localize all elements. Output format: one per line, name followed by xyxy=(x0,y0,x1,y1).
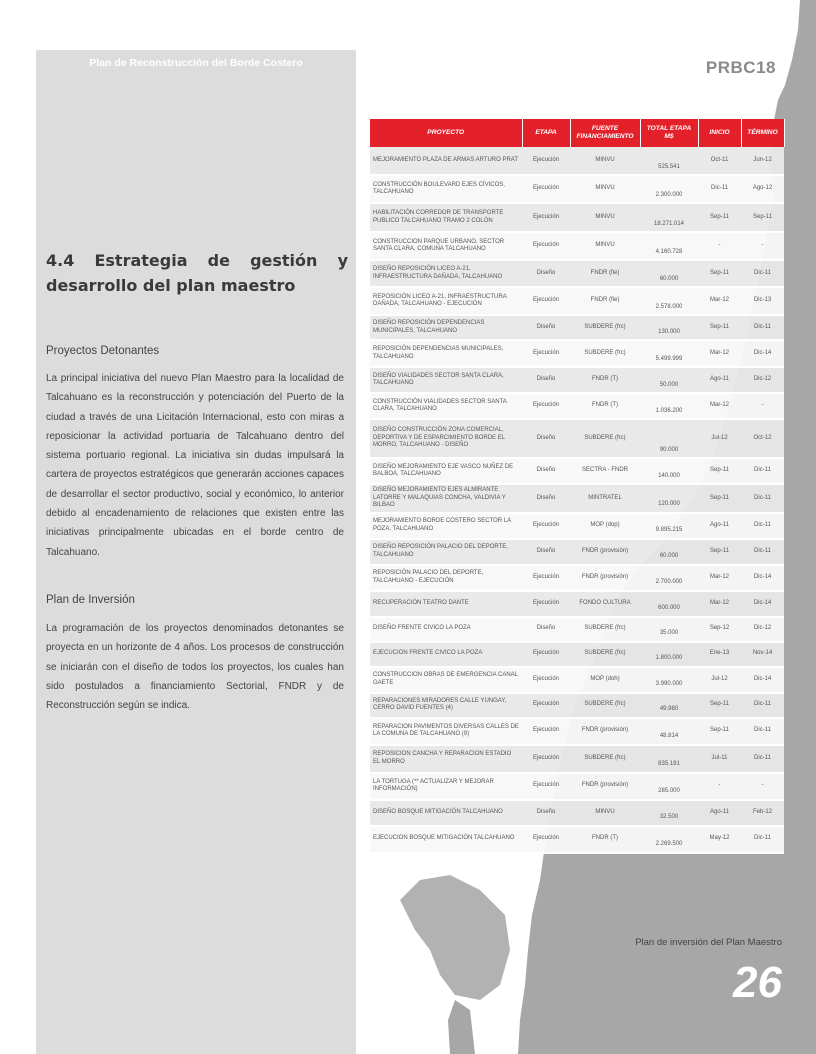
cell-fuente: SUBDERE (frc) xyxy=(570,315,640,340)
cell-proyecto: REPOSICION CANCHA Y REPARACION ESTADIO EL MORRO xyxy=(370,745,522,773)
cell-proyecto: MEJORAMIENTO BORDE COSTERO SECTOR LA POZA, TALCAHUANO xyxy=(370,513,522,539)
cell-inicio: Sep-11 xyxy=(698,203,741,232)
table-body xyxy=(370,147,784,853)
cell-total: 3.990.000 xyxy=(640,667,698,693)
cell-inicio: - xyxy=(698,232,741,260)
cell-proyecto: CONSTRUCCION OBRAS DE EMERGENCIA CANAL GAETE xyxy=(370,667,522,693)
cell-etapa: Ejecución xyxy=(522,175,570,203)
header-total: TOTAL ETAPA M$ xyxy=(640,119,698,147)
cell-total: 285.000 xyxy=(640,773,698,800)
table-row xyxy=(370,513,784,539)
cell-total: 49.980 xyxy=(640,693,698,718)
cell-inicio: Mar-12 xyxy=(698,393,741,419)
table-row xyxy=(370,826,784,853)
cell-proyecto: CONSTRUCCION PARQUE URBANO, SECTOR SANTA CLARA, COMUNA TALCAHUANO xyxy=(370,232,522,260)
cell-fuente: MINVU xyxy=(570,147,640,175)
cell-inicio: Mar-12 xyxy=(698,287,741,315)
cell-proyecto: CONSTRUCCIÓN VIALIDADES SECTOR SANTA CLARA, TALCAHUANO xyxy=(370,393,522,419)
cell-fuente: SUBDERE (frc) xyxy=(570,340,640,367)
cell-total: 2.700.000 xyxy=(640,565,698,591)
cell-etapa: Ejecución xyxy=(522,513,570,539)
cell-total: 90.000 xyxy=(640,419,698,458)
header-inicio: INICIO xyxy=(698,119,741,147)
table-row xyxy=(370,147,784,175)
table-row xyxy=(370,315,784,340)
table-row xyxy=(370,539,784,565)
cell-total: 18.271.014 xyxy=(640,203,698,232)
cell-termino: - xyxy=(741,232,784,260)
table-header-row xyxy=(370,119,784,147)
cell-termino: Dic-14 xyxy=(741,340,784,367)
cell-termino: Dic-11 xyxy=(741,693,784,718)
cell-etapa: Diseño xyxy=(522,484,570,513)
cell-fuente: FNDR (T) xyxy=(570,826,640,853)
table-row xyxy=(370,367,784,393)
cell-inicio: - xyxy=(698,773,741,800)
cell-etapa: Ejecución xyxy=(522,147,570,175)
cell-proyecto: REPOSICIÓN PALACIO DEL DEPORTE, TALCAHUANO - EJECUCIÓN xyxy=(370,565,522,591)
cell-fuente: FNDR (T) xyxy=(570,367,640,393)
cell-inicio: Mar-12 xyxy=(698,565,741,591)
cell-termino: Dic-11 xyxy=(741,718,784,745)
table-row xyxy=(370,591,784,617)
cell-etapa: Ejecución xyxy=(522,667,570,693)
cell-total: 1.800.000 xyxy=(640,642,698,667)
section-title-line-2: desarrollo del plan maestro xyxy=(46,276,296,295)
cell-proyecto: DISEÑO BOSQUE MITIGACIÓN TALCAHUANO xyxy=(370,800,522,826)
table-row xyxy=(370,175,784,203)
cell-total: 525.541 xyxy=(640,147,698,175)
cell-etapa: Ejecución xyxy=(522,745,570,773)
cell-inicio: Ene-13 xyxy=(698,642,741,667)
header-proyecto: PROYECTO xyxy=(370,119,522,147)
cell-total: 9.895.215 xyxy=(640,513,698,539)
cell-fuente: MOP (doh) xyxy=(570,667,640,693)
investment-table xyxy=(370,119,785,854)
table-row xyxy=(370,340,784,367)
cell-total: 2.269.500 xyxy=(640,826,698,853)
table-row xyxy=(370,232,784,260)
cell-proyecto: DISEÑO REPOSICIÓN DEPENDENCIAS MUNICIPALES, TALCAHUANO xyxy=(370,315,522,340)
cell-termino: Dic-11 xyxy=(741,315,784,340)
cell-termino: Dic-12 xyxy=(741,367,784,393)
cell-fuente: FNDR (fie) xyxy=(570,260,640,287)
cell-inicio: Sep-11 xyxy=(698,484,741,513)
table-row xyxy=(370,693,784,718)
cell-fuente: FNDR (provisión) xyxy=(570,718,640,745)
cell-etapa: Ejecución xyxy=(522,565,570,591)
cell-total: 140.000 xyxy=(640,458,698,484)
cell-inicio: Ago-11 xyxy=(698,800,741,826)
cell-termino: Oct-12 xyxy=(741,419,784,458)
cell-fuente: MINVU xyxy=(570,800,640,826)
cell-inicio: Ago-11 xyxy=(698,513,741,539)
cell-etapa: Ejecución xyxy=(522,287,570,315)
table-row xyxy=(370,565,784,591)
cell-termino: Jun-12 xyxy=(741,147,784,175)
cell-proyecto: DISEÑO REPOSICIÓN PALACIO DEL DEPORTE, TALCAHUANO xyxy=(370,539,522,565)
cell-total: 130.000 xyxy=(640,315,698,340)
cell-proyecto: RECUPERACIÓN TEATRO DANTE xyxy=(370,591,522,617)
cell-proyecto: EJECUCION BOSQUE MITIGACIÓN TALCAHUANO xyxy=(370,826,522,853)
cell-etapa: Ejecución xyxy=(522,693,570,718)
cell-etapa: Ejecución xyxy=(522,340,570,367)
cell-fuente: MINVU xyxy=(570,203,640,232)
cell-inicio: Ago-11 xyxy=(698,367,741,393)
cell-termino: Nov-14 xyxy=(741,642,784,667)
table-row xyxy=(370,287,784,315)
table-row xyxy=(370,458,784,484)
cell-termino: Ago-12 xyxy=(741,175,784,203)
cell-etapa: Diseño xyxy=(522,419,570,458)
table-row xyxy=(370,718,784,745)
cell-fuente: MINVU xyxy=(570,175,640,203)
cell-termino: Dic-14 xyxy=(741,591,784,617)
cell-total: 32.500 xyxy=(640,800,698,826)
table-row xyxy=(370,393,784,419)
cell-fuente: SUBDERE (frc) xyxy=(570,745,640,773)
cell-inicio: Mar-12 xyxy=(698,591,741,617)
cell-fuente: SUBDERE (frc) xyxy=(570,642,640,667)
cell-proyecto: DISEÑO MEJORAMIENTO EJES ALMIRANTE LATORRE Y MALAQUIAS CONCHA, VALDIVIA Y BILBAO xyxy=(370,484,522,513)
cell-etapa: Ejecución xyxy=(522,718,570,745)
table-row xyxy=(370,484,784,513)
cell-total: 50.000 xyxy=(640,367,698,393)
cell-etapa: Diseño xyxy=(522,367,570,393)
cell-fuente: SUBDERE (frc) xyxy=(570,617,640,642)
cell-proyecto: MEJORAMIENTO PLAZA DE ARMAS ARTURO PRAT xyxy=(370,147,522,175)
cell-proyecto: DISEÑO VIALIDADES SECTOR SANTA CLARA, TALCAHUANO xyxy=(370,367,522,393)
header-termino: TÉRMINO xyxy=(741,119,784,147)
cell-fuente: MOP (dop) xyxy=(570,513,640,539)
paragraph-plan-de-inversion: La programación de los proyectos denominados detonantes se proyecta en un horizonte de 4 años. Los procesos de construcción se iniciarán con el diseño de todos los proyectos, los cuales han sido postulados a financiamiento Sectorial, FNDR y de Reconstrucción según se indica. xyxy=(46,623,344,712)
cell-termino: Dic-12 xyxy=(741,617,784,642)
cell-etapa: Diseño xyxy=(522,260,570,287)
cell-fuente: SECTRA - FNDR xyxy=(570,458,640,484)
cell-fuente: SUBDERE (frc) xyxy=(570,419,640,458)
cell-termino: Dic-11 xyxy=(741,484,784,513)
cell-proyecto: REPARACION PAVIMENTOS DIVERSAS CALLES DE LA COMUNA DE TALCAHUANO (9) xyxy=(370,718,522,745)
cell-termino: Dic-11 xyxy=(741,260,784,287)
header-etapa: ETAPA xyxy=(522,119,570,147)
cell-etapa: Diseño xyxy=(522,800,570,826)
cell-total: 2.300.000 xyxy=(640,175,698,203)
cell-inicio: Sep-11 xyxy=(698,315,741,340)
cell-proyecto: REPOSICIÓN LICEO A-21, INFRAESTRUCTURA DAÑADA, TALCAHUANO - EJECUCIÓN xyxy=(370,287,522,315)
cell-etapa: Ejecución xyxy=(522,203,570,232)
cell-total: 60.000 xyxy=(640,539,698,565)
table-row xyxy=(370,642,784,667)
table-row xyxy=(370,419,784,458)
cell-termino: Dic-13 xyxy=(741,287,784,315)
cell-proyecto: REPOSICIÓN DEPENDENCIAS MUNICIPALES, TALCAHUANO xyxy=(370,340,522,367)
cell-fuente: FNDR (provisión) xyxy=(570,539,640,565)
cell-proyecto: LA TORTUGA (** ACTUALIZAR Y MEJORAR INFORMACIÓN) xyxy=(370,773,522,800)
cell-etapa: Ejecución xyxy=(522,642,570,667)
cell-etapa: Ejecución xyxy=(522,393,570,419)
cell-total: 2.578.000 xyxy=(640,287,698,315)
cell-fuente: FNDR (T) xyxy=(570,393,640,419)
cell-termino: Dic-14 xyxy=(741,667,784,693)
cell-total: 600.000 xyxy=(640,591,698,617)
table-row xyxy=(370,667,784,693)
cell-inicio: Sep-11 xyxy=(698,539,741,565)
cell-inicio: Oct-11 xyxy=(698,147,741,175)
cell-proyecto: DISEÑO FRENTE CIVICO LA POZA xyxy=(370,617,522,642)
cell-fuente: FNDR (provisión) xyxy=(570,565,640,591)
cell-fuente: SUBDERE (frc) xyxy=(570,693,640,718)
cell-inicio: Jul-12 xyxy=(698,667,741,693)
paragraph-proyectos-detonantes: La principal iniciativa del nuevo Plan Maestro para la localidad de Talcahuano es la reconstrucción y potenciación del Puerto de la ciudad a través de una Licitación Internacional, esto con miras a reposicionar la actividad portuaria de Talcahuano dentro del sistema portuario regional. La iniciativa sin dudas impulsará la cartera de proyectos estratégicos que generarán acciones capaces de desarrollar el sector productivo, social y económico, lo anterior debido al encadenamiento de relaciones que existen entre las iniciativas principalmente ubicadas en el borde centro de Talcahuano. xyxy=(46,373,344,558)
header-fuente: FUENTE FINANCIAMIENTO xyxy=(570,119,640,147)
page-number: 26 xyxy=(733,958,782,1007)
cell-proyecto: REPARACIONES MIRADORES CALLE YUNGAY, CERRO DAVID FUENTES (4) xyxy=(370,693,522,718)
cell-total: 1.036.200 xyxy=(640,393,698,419)
peninsula-shape xyxy=(448,1000,475,1054)
cell-inicio: Mar-12 xyxy=(698,340,741,367)
subheading-proyectos-detonantes: Proyectos Detonantes xyxy=(46,345,160,357)
cell-inicio: Sep-11 xyxy=(698,693,741,718)
cell-fuente: FNDR (provisión) xyxy=(570,773,640,800)
cell-fuente: FONDO CULTURA xyxy=(570,591,640,617)
cell-proyecto: HABILITACIÓN CORREDOR DE TRANSPORTE PUBLICO TALCAHUANO TRAMO 2 COLÓN xyxy=(370,203,522,232)
cell-total: 120.000 xyxy=(640,484,698,513)
figure-caption: Plan de inversión del Plan Maestro xyxy=(635,937,782,948)
cell-termino: Dic-14 xyxy=(741,565,784,591)
cell-termino: Dic-11 xyxy=(741,513,784,539)
cell-termino: Dic-11 xyxy=(741,826,784,853)
document-code: PRBC18 xyxy=(705,58,776,77)
header-title: Plan de Reconstrucción del Borde Costero xyxy=(89,57,303,69)
cell-fuente: MINVU xyxy=(570,232,640,260)
cell-etapa: Diseño xyxy=(522,315,570,340)
cell-termino: Feb-12 xyxy=(741,800,784,826)
cell-inicio: Jul-12 xyxy=(698,419,741,458)
cell-etapa: Ejecución xyxy=(522,232,570,260)
cell-total: 835.191 xyxy=(640,745,698,773)
table-row xyxy=(370,773,784,800)
cell-termino: Dic-11 xyxy=(741,458,784,484)
table-row xyxy=(370,745,784,773)
cell-etapa: Ejecución xyxy=(522,826,570,853)
cell-etapa: Ejecución xyxy=(522,591,570,617)
cell-termino: Sep-11 xyxy=(741,203,784,232)
cell-inicio: Sep-12 xyxy=(698,617,741,642)
cell-etapa: Diseño xyxy=(522,539,570,565)
cell-total: 5.499.999 xyxy=(640,340,698,367)
cell-total: 60.000 xyxy=(640,260,698,287)
section-title-line-1: 4.4 Estrategia de gestión y xyxy=(46,251,348,270)
cell-termino: - xyxy=(741,773,784,800)
cell-proyecto: DISEÑO CONSTRUCCIÓN ZONA COMERCIAL, DEPORTIVA Y DE ESPARCIMIENTO BORDE EL MORRO, TALCAHUANO - DISEÑO xyxy=(370,419,522,458)
cell-inicio: Sep-11 xyxy=(698,718,741,745)
cell-total: 48.814 xyxy=(640,718,698,745)
cell-fuente: MINTRATEL xyxy=(570,484,640,513)
cell-total: 35.000 xyxy=(640,617,698,642)
cell-proyecto: EJECUCION FRENTE CIVICO LA POZA xyxy=(370,642,522,667)
table-row xyxy=(370,800,784,826)
cell-total: 4.160.728 xyxy=(640,232,698,260)
cell-proyecto: DISEÑO REPOSICIÓN LICEO A-21, INFRAESTRUCTURA DAÑADA, TALCAHUANO xyxy=(370,260,522,287)
cell-termino: - xyxy=(741,393,784,419)
cell-proyecto: CONSTRUCCIÓN BOULEVARD EJES CÍVICOS, TALCAHUANO xyxy=(370,175,522,203)
island-shape xyxy=(400,875,510,1000)
cell-termino: Dic-11 xyxy=(741,539,784,565)
cell-termino: Dic-11 xyxy=(741,745,784,773)
cell-etapa: Diseño xyxy=(522,617,570,642)
table-row xyxy=(370,260,784,287)
cell-inicio: Sep-11 xyxy=(698,458,741,484)
cell-inicio: Jul-11 xyxy=(698,745,741,773)
cell-inicio: May-12 xyxy=(698,826,741,853)
table-row xyxy=(370,203,784,232)
section-title xyxy=(46,248,348,298)
table-row xyxy=(370,617,784,642)
cell-etapa: Diseño xyxy=(522,458,570,484)
cell-fuente: FNDR (fie) xyxy=(570,287,640,315)
cell-inicio: Sep-11 xyxy=(698,260,741,287)
cell-proyecto: DISEÑO MEJORAMIENTO EJE VASCO NUÑEZ DE BALBOA, TALCAHUANO xyxy=(370,458,522,484)
cell-etapa: Ejecución xyxy=(522,773,570,800)
subheading-plan-de-inversion: Plan de Inversión xyxy=(46,594,135,606)
cell-inicio: Dic-11 xyxy=(698,175,741,203)
